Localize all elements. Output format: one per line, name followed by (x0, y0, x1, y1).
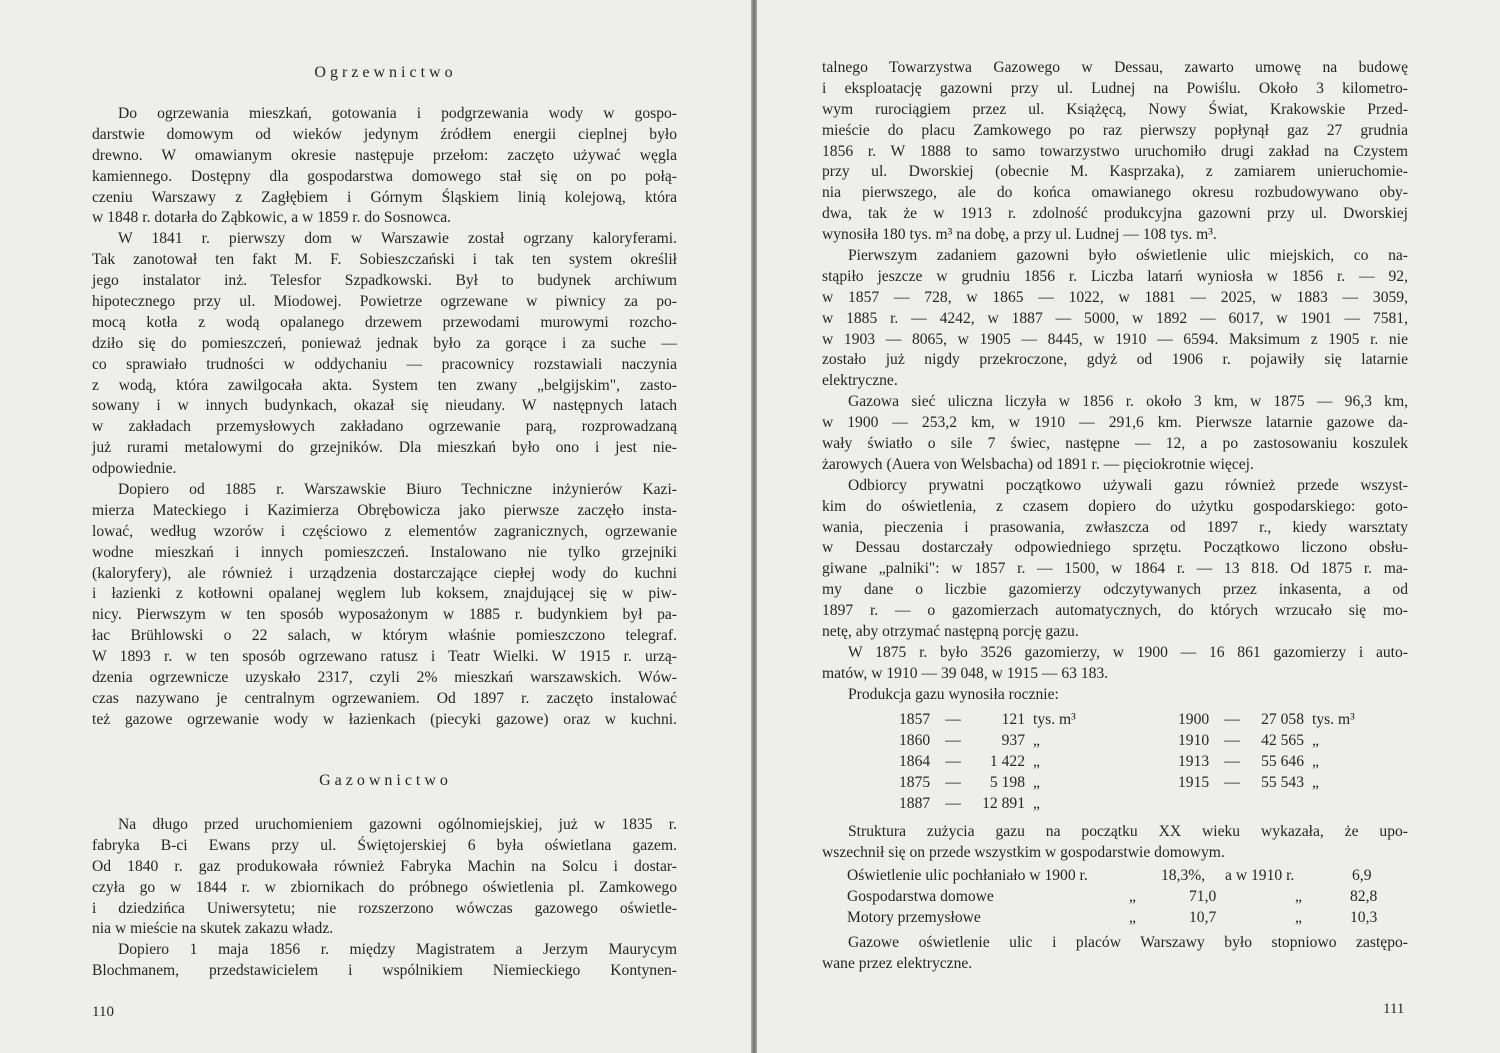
text-line: W 1893 r. w ten sposób ogrzewano ratusz i Teatr Wielki. W 1915 r. urzą- (92, 648, 677, 666)
structure-row (847, 908, 1407, 929)
production-value: 1 422 (989, 752, 1025, 770)
text-line: mocą kotła z wodą opalanego drzewem przewodami murowymi rozcho- (92, 313, 677, 331)
text-line: zostało już nigdy przekroczone, gdyż od 1906 r. pojawiły się latarnie (822, 351, 1408, 369)
production-dash: — (1224, 773, 1240, 791)
text-line: Do ogrzewania mieszkań, gotowania i podgrzewania wody w gospo- (118, 105, 677, 122)
text-line: dzenia ogrzewnicze uzyskało 2317, czyli 2% mieszkań warszawskich. Wów- (92, 669, 677, 687)
production-dash: — (945, 731, 961, 749)
heading-gas: Gazownictwo (319, 772, 452, 789)
production-row (1178, 773, 1355, 794)
text-line: czas nazywano je centralnym ogrzewaniem. Od 1897 r. zaczęto instalować (92, 689, 677, 707)
text-line: my dane o liczbie gazomierzy odczytywanych przez inkasenta, a od (822, 581, 1408, 599)
production-row (1178, 752, 1355, 773)
structure-value-1910: 6,9 (1352, 867, 1372, 884)
gas-text-continued (822, 58, 1408, 706)
text-line: (kaloryfery), ale również i urządzenia dostarczające ciepłej wody do kuchni (92, 564, 677, 582)
text-line: Pierwszym zadaniem gazowni było oświetlenie ulic miejskich, co na- (848, 247, 1408, 265)
production-row (1178, 710, 1355, 731)
production-dash: — (945, 711, 961, 728)
structure-row (847, 866, 1407, 887)
text-line: wym rurociągiem przez ul. Książęcą, Nowy Świat, Krakowskie Przed- (822, 100, 1408, 118)
text-line: w 1900 — 253,2 km, w 1910 — 291,6 km. Pierwsze latarnie gazowe da- (822, 414, 1408, 432)
text-line: już rurami metalowymi do grzejników. Dla mieszkań było ono i jest nie- (92, 439, 677, 457)
text-line: Gazowa sieć uliczna liczyła w 1856 r. około 3 km, w 1875 — 96,3 km, (848, 393, 1408, 411)
production-unit: tys. m³ (1033, 711, 1076, 728)
structure-value-1900: 10,7 (1189, 908, 1217, 926)
text-line: netę, aby otrzymać następną porcję gazu. (822, 623, 1079, 641)
ditto-mark: „ (1295, 908, 1302, 926)
production-row (1178, 731, 1355, 752)
text-line: w zakładach przemysłowych zakładano ogrzewanie parą, rozprowadzaną (92, 418, 677, 436)
text-line: w 1903 — 8065, w 1905 — 8445, w 1910 — 6594. Maksimum z 1905 r. nie (822, 330, 1408, 348)
production-row (899, 710, 1076, 731)
text-line: stąpiło jeszcze w grudniu 1856 r. Liczba latarń wyniosła w 1856 r. — 92, (822, 267, 1408, 285)
structure-table (847, 866, 1407, 929)
structure-row (847, 887, 1407, 908)
text-line: wane przez elektryczne. (822, 954, 973, 972)
heating-text (92, 104, 677, 731)
text-line: matów, w 1910 — 39 048, w 1915 — 63 183. (822, 664, 1109, 682)
production-table-right (1178, 710, 1355, 794)
production-dash: — (1224, 752, 1240, 770)
production-unit: „ (1033, 752, 1040, 770)
production-value: 55 646 (1261, 752, 1304, 770)
text-line: talnego Towarzystwa Gazowego w Dessau, zawarto umowę na budowę (822, 59, 1408, 76)
text-line: jego instalator inż. Telesfor Szpadkowski. Był to budynek archiwum (92, 272, 677, 290)
production-row (899, 752, 1076, 773)
ditto-mark: „ (1295, 887, 1302, 905)
text-line: Dopiero 1 maja 1856 r. między Magistratem a Jerzym Maurycym (118, 941, 677, 959)
text-line: w 1885 r. — 4242, w 1887 — 5000, w 1892 — 6017, w 1901 — 7581, (822, 309, 1408, 327)
text-line: lować, według wzorów i częściowo z elementów zagranicznych, ogrzewanie (92, 522, 677, 540)
production-row (899, 773, 1076, 794)
gas-text (92, 815, 677, 982)
production-unit: tys. m³ (1312, 711, 1355, 728)
text-line: sowany i w innych budynkach, okazał się nieudany. W następnych latach (92, 397, 677, 415)
text-line: mieście do placu Zamkowego po raz pierwszy popłynął gaz 27 grudnia (822, 121, 1408, 139)
text-line: co sprawiało trudności w oddychaniu — pracownicy rozstawiali naczynia (92, 355, 677, 373)
text-line: odpowiednie. (92, 460, 177, 478)
text-line: czyła go w 1844 r. w zbiornikach do próbnego oświetlenia pl. Zamkowego (92, 878, 677, 896)
production-year: 1915 (1178, 773, 1210, 791)
production-unit: „ (1312, 731, 1319, 749)
text-line: Dopiero od 1885 r. Warszawskie Biuro Techniczne inżynierów Kazi- (118, 481, 677, 499)
page-number-right: 111 (1383, 1001, 1405, 1017)
text-line: z wodą, która zawilgocała akta. System ten zwany „belgijskim", zasto- (92, 376, 677, 394)
text-line: nicy. Pierwszym w ten sposób wyposażonym w 1885 r. budynkiem był pa- (92, 606, 677, 624)
text-line: wały światło o sile 7 świec, następne — 12, a po zastosowaniu koszulek (822, 435, 1408, 453)
production-value: 12 891 (982, 794, 1025, 812)
production-table-left (899, 710, 1076, 814)
text-line: W 1875 r. było 3526 gazomierzy, w 1900 — 16 861 gazomierzy i auto- (848, 643, 1408, 661)
structure-label: Motory przemysłowe (847, 908, 981, 926)
production-row (899, 794, 1076, 815)
text-line: przy ul. Dworskiej (obecnie M. Kasprzaka), z zamiarem unieruchomie- (822, 163, 1408, 181)
text-line: Tak zanotował ten fakt M. F. Sobieszczański i tak ten system określił (92, 251, 677, 269)
text-line: kim do oświetlenia, z czasem dopiero do użytku gospodarskiego: goto- (822, 497, 1408, 515)
text-line: i eksploatację gazowni przy ul. Ludnej na Powiślu. Około 3 kilometro- (822, 79, 1408, 97)
text-line: darstwie domowym od wieków jedynym źródłem energii cieplnej było (92, 125, 677, 143)
production-row (899, 731, 1076, 752)
structure-mid-text: a w 1910 r. (1225, 867, 1295, 884)
heading-heating: Ogrzewnictwo (314, 64, 457, 81)
production-dash: — (1224, 711, 1240, 728)
text-line: żarowych (Auera von Welsbacha) od 1891 r. — pięciokrotnie więcej. (822, 455, 1254, 473)
text-line: w 1857 — 728, w 1865 — 1022, w 1881 — 2025, w 1883 — 3059, (822, 288, 1408, 306)
text-line: Struktura zużycia gazu na początku XX wieku wykazała, że upo- (848, 823, 1408, 840)
structure-value-1900: 18,3%, (1161, 867, 1206, 884)
production-value: 937 (1001, 731, 1025, 749)
closing-text (822, 933, 1408, 975)
text-line: wynosiła 180 tys. m³ na dobę, a przy ul. Ludnej — 108 tys. m³. (822, 226, 1217, 244)
production-year: 1864 (899, 752, 931, 770)
text-line: kamiennego. Dostępny dla gospodarstwa domowego stał się on po połą- (92, 167, 677, 185)
text-line: elektryczne. (822, 372, 898, 390)
text-line: Odbiorcy prywatni początkowo używali gazu również przede wszyst- (848, 476, 1408, 494)
production-dash: — (945, 773, 961, 791)
text-line: też gazowe ogrzewanie wody w łazienkach (piecyki gazowe) oraz w kuchni. (92, 710, 677, 728)
text-line: Produkcja gazu wynosiła rocznie: (848, 685, 1059, 703)
ditto-mark: „ (1129, 908, 1136, 926)
text-line: wania, pieczenia i prasowania, zwłaszcza od 1897 r., kiedy warsztaty (822, 518, 1408, 536)
text-line: 1897 r. — o gazomierzach automatycznych, do których wrzucało się mo- (822, 602, 1408, 620)
production-year: 1887 (899, 794, 931, 812)
text-line: W 1841 r. pierwszy dom w Warszawie został ogrzany kaloryferami. (118, 230, 677, 248)
text-line: Gazowe oświetlenie ulic i placów Warszawy było stopniowo zastępo- (848, 934, 1408, 951)
production-year: 1857 (899, 711, 931, 728)
text-line: wodne mieszkań i innych pomieszczeń. Instalowano nie tylko grzejniki (92, 543, 677, 561)
production-unit: „ (1312, 752, 1319, 770)
text-line: w Dessau dostarczały odpowiedniego sprzętu. Początkowo liczono obsłu- (822, 539, 1408, 557)
text-line: Blochmanem, przedstawicielem i wspólnikiem Niemieckiego Kontynen- (92, 962, 677, 980)
production-year: 1910 (1178, 731, 1210, 749)
structure-value-1910: 82,8 (1350, 887, 1378, 905)
production-year: 1900 (1178, 711, 1210, 728)
production-dash: — (945, 794, 961, 812)
text-line: giwane „palniki": w 1857 r. — 1500, w 1864 r. — 13 818. Od 1875 r. ma- (822, 560, 1408, 578)
structure-label: Gospodarstwa domowe (847, 887, 994, 905)
text-line: i łazienki z kotłowni opalanej węglem lub koksem, znajdującej się w piw- (92, 585, 677, 603)
production-year: 1875 (899, 773, 931, 791)
production-unit: „ (1033, 731, 1040, 749)
right-page (757, 0, 1500, 1053)
production-year: 1913 (1178, 752, 1210, 770)
text-line: nia pierwszego, ale do końca omawianego okresu rozbudowywano oby- (822, 184, 1408, 202)
text-line: i dziedzińca Uniwersytetu; nie rozszerzono wówczas gazowego oświetle- (92, 899, 677, 917)
text-line: dziło się do pomieszczeń, ponieważ jednak było za gorące i za suche — (92, 334, 677, 352)
text-line: wszechnił się on przede wszystkim w gospodarstwie domowym. (822, 843, 1225, 861)
text-line: mierza Mateckiego i Kazimierza Obrębowicza jako pierwsze zaczęło insta- (92, 501, 677, 519)
text-line: hipotecznego przy ul. Miodowej. Powietrze ogrzewane w piwnicy za po- (92, 293, 677, 311)
production-value: 55 543 (1261, 773, 1304, 791)
production-year: 1860 (899, 731, 931, 749)
page-number-left: 110 (92, 1004, 114, 1020)
text-line: 1856 r. W 1888 to samo towarzystwo uruchomiło drugi zakład na Czystem (822, 142, 1408, 160)
production-value: 27 058 (1261, 711, 1304, 728)
structure-intro (822, 822, 1408, 864)
text-line: nia w mieście na skutek zakazu władz. (92, 920, 334, 938)
text-line: drewno. W omawianym okresie następuje przełom: zaczęto używać węgla (92, 146, 677, 164)
text-line: czeniu Warszawy z Zagłębiem i Górnym Śląskiem linią kolejową, która (92, 188, 677, 206)
production-dash: — (1224, 731, 1240, 749)
ditto-mark: „ (1129, 887, 1136, 905)
text-line: w 1848 r. dotarła do Ząbkowic, a w 1859 r. do Sosnowca. (92, 209, 452, 227)
text-line: fabryka B-ci Ewans przy ul. Świętojerskiej 6 była oświetlana gazem. (92, 836, 677, 854)
production-unit: „ (1033, 773, 1040, 791)
text-line: Na długo przed uruchomieniem gazowni ogólnomiejskiej, już w 1835 r. (118, 816, 677, 833)
production-value: 5 198 (989, 773, 1025, 791)
structure-value-1900: 71,0 (1189, 887, 1217, 905)
production-dash: — (945, 752, 961, 770)
text-line: Od 1840 r. gaz produkowała również Fabryka Machin na Solcu i dostar- (92, 857, 677, 875)
structure-label: Oświetlenie ulic pochłaniało w 1900 r. (847, 867, 1088, 884)
structure-value-1910: 10,3 (1350, 908, 1378, 926)
production-unit: „ (1312, 773, 1319, 791)
text-line: dwa, tak że w 1913 r. zdolność produkcyjna gazowni przy ul. Dworskiej (822, 205, 1408, 223)
text-line: łac Brühlowski o 22 salach, w którym właśnie pomieszczono telegraf. (92, 627, 677, 645)
production-value: 42 565 (1261, 731, 1304, 749)
production-value: 121 (1001, 711, 1025, 728)
production-unit: „ (1033, 794, 1040, 812)
